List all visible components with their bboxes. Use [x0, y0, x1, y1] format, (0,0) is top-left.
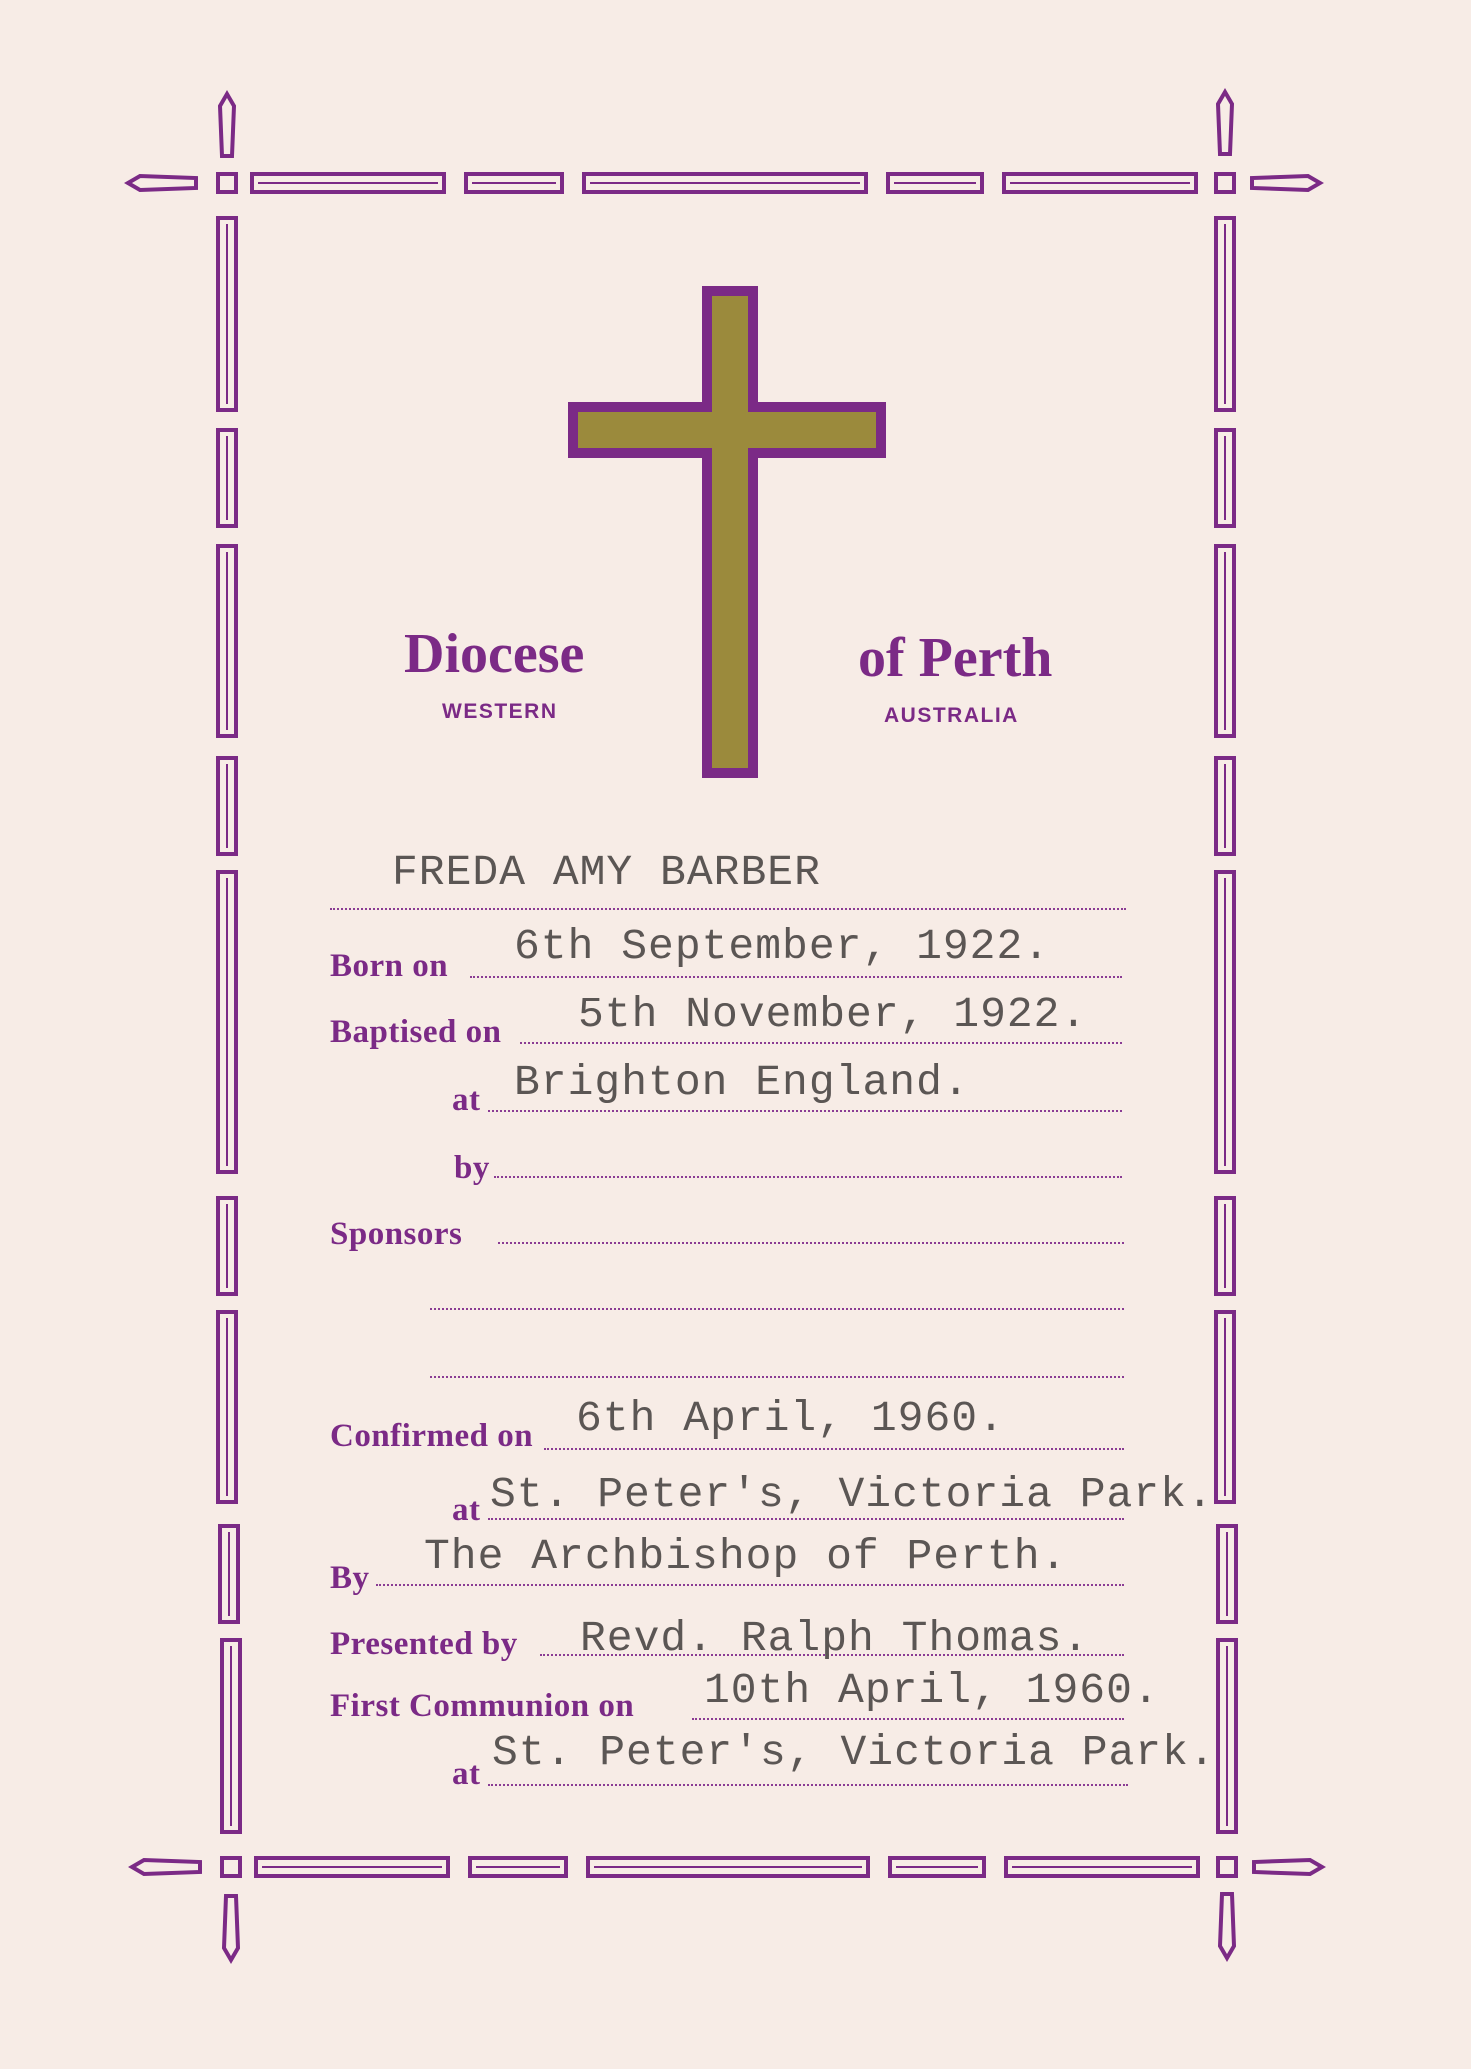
by-label: by	[454, 1150, 490, 1186]
communion-at-label: at	[452, 1756, 481, 1792]
by2-label: By	[330, 1560, 370, 1596]
confirmed-at-value: St. Peter's, Victoria Park.	[490, 1470, 1214, 1519]
baptised-value: 5th November, 1922.	[578, 990, 1088, 1039]
confirmed-value: 6th April, 1960.	[576, 1394, 1005, 1443]
communion-at-value: St. Peter's, Victoria Park.	[492, 1728, 1216, 1777]
sponsors-line-3	[430, 1376, 1124, 1378]
communion-line	[692, 1718, 1124, 1720]
australia-label: AUSTRALIA	[884, 704, 1019, 727]
diocese-title: Diocese	[404, 623, 585, 685]
baptised-at-value: Brighton England.	[514, 1058, 970, 1107]
sponsors-line-1	[498, 1242, 1124, 1244]
by2-line	[376, 1584, 1124, 1586]
by-line	[494, 1176, 1122, 1178]
baptised-line	[520, 1042, 1122, 1044]
baptised-at-line	[488, 1110, 1122, 1112]
born-line	[470, 976, 1122, 978]
communion-value: 10th April, 1960.	[704, 1666, 1160, 1715]
baptised-at-label: at	[452, 1082, 481, 1118]
confirmed-at-label: at	[452, 1492, 481, 1528]
communion-label: First Communion on	[330, 1688, 635, 1724]
communion-at-line	[488, 1784, 1128, 1786]
cross-icon	[568, 286, 886, 778]
western-label: WESTERN	[442, 700, 558, 723]
by2-value: The Archbishop of Perth.	[424, 1532, 1068, 1581]
born-value: 6th September, 1922.	[514, 922, 1051, 971]
name-line	[330, 908, 1126, 910]
sponsors-line-2	[430, 1308, 1124, 1310]
presented-value: Revd. Ralph Thomas.	[580, 1614, 1090, 1663]
born-label: Born on	[330, 948, 449, 984]
presented-label: Presented by	[330, 1626, 518, 1662]
candidate-name: FREDA AMY BARBER	[392, 848, 821, 897]
sponsors-label: Sponsors	[330, 1216, 463, 1252]
baptised-label: Baptised on	[330, 1014, 502, 1050]
of-perth-title: of Perth	[858, 627, 1053, 689]
confirmed-line	[544, 1448, 1124, 1450]
confirmed-label: Confirmed on	[330, 1418, 534, 1454]
